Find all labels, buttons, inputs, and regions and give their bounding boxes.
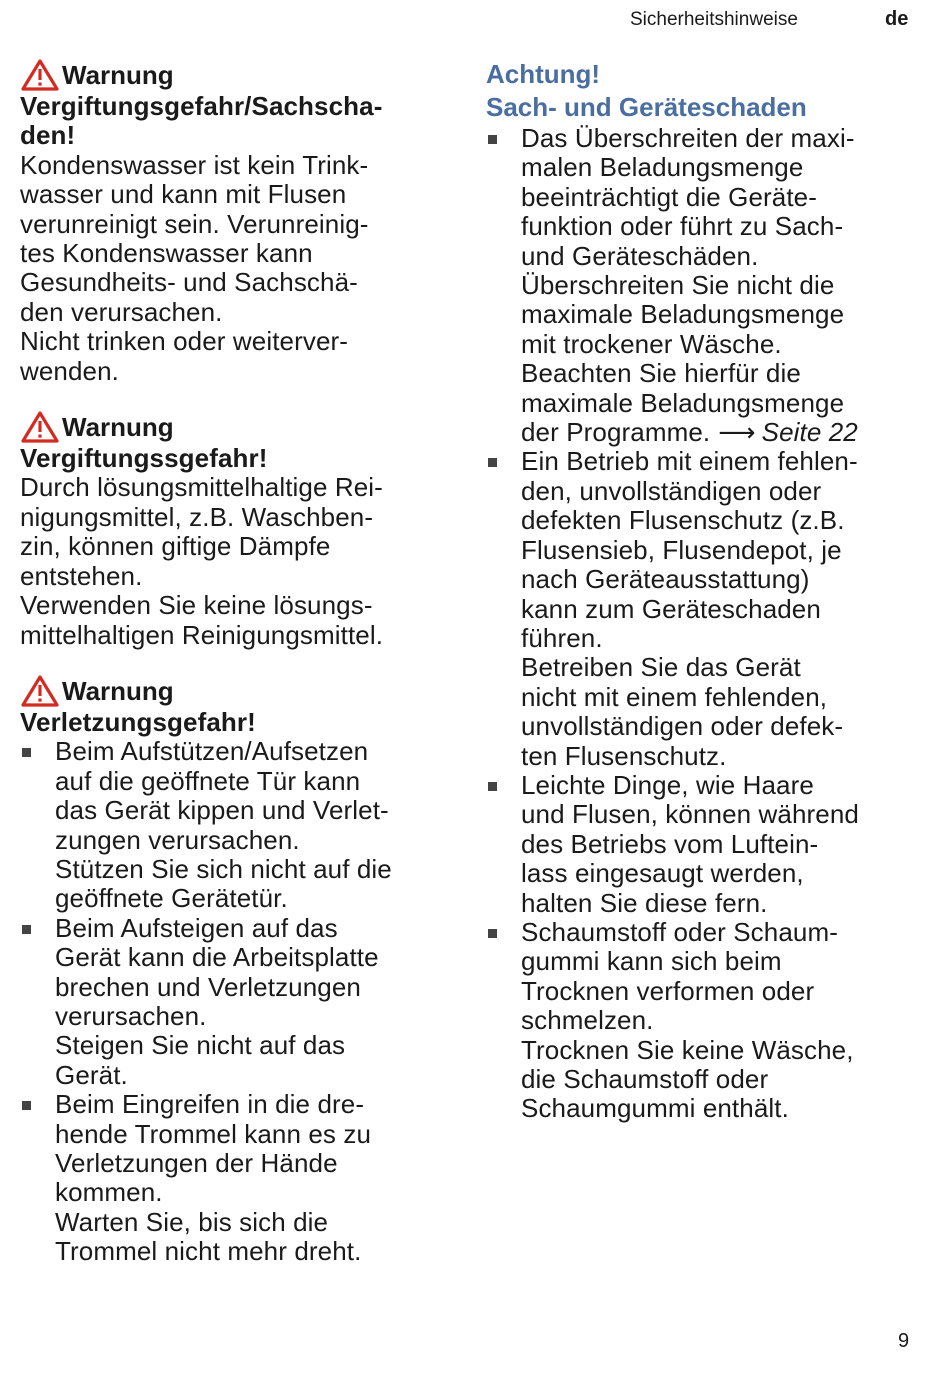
body-line: mittelhaltigen Reinigungsmittel.	[20, 619, 384, 650]
body-line: geöffnete Gerätetür.	[55, 883, 288, 914]
body-line: und Flusen, können während	[521, 799, 859, 830]
body-line: unvollständigen oder defek-	[521, 711, 844, 742]
body-line: Steigen Sie nicht auf das	[55, 1030, 346, 1061]
body-line: ten Flusenschutz.	[521, 740, 727, 771]
body-line: Verwenden Sie keine lösungs-	[20, 590, 373, 621]
warning-label: Warnung	[62, 675, 174, 706]
body-line: kommen.	[55, 1177, 163, 1208]
square-bullet-icon	[22, 748, 31, 757]
list-item	[486, 447, 926, 770]
body-line: Leichte Dinge, wie Haare	[521, 769, 814, 800]
body-line: Trocknen Sie keine Wäsche,	[521, 1034, 854, 1065]
warning-heading	[20, 674, 450, 708]
warning-heading	[20, 58, 450, 92]
warning-triangle-icon	[20, 58, 60, 92]
body-line: führen.	[521, 622, 603, 653]
arrow-right-icon: ⟶	[718, 417, 756, 448]
body-line: Gerät.	[55, 1059, 128, 1090]
square-bullet-icon	[22, 1101, 31, 1110]
warning-block-poisoning-damage	[20, 58, 450, 386]
body-line: Trommel nicht mehr dreht.	[55, 1236, 362, 1267]
body-line: halten Sie diese fern.	[521, 887, 768, 918]
warning-block-poisoning	[20, 410, 450, 650]
square-bullet-icon	[488, 458, 497, 467]
body-line: Kondenswasser ist kein Trink-	[20, 149, 369, 180]
left-column	[20, 58, 450, 1267]
warning-title: Vergiftungssgefahr!	[20, 443, 268, 474]
list-item	[20, 1090, 450, 1266]
body-line: Beim Aufstützen/Aufsetzen	[55, 736, 369, 767]
body-line: Durch lösungsmittelhaltige Rei-	[20, 472, 383, 503]
body-line: Nicht trinken oder weiterver-	[20, 326, 349, 357]
body-line: lass eingesaugt werden,	[521, 858, 804, 889]
warning-title: Vergiftungsgefahr/Sachscha-	[20, 91, 383, 121]
body-line: funktion oder führt zu Sach-	[521, 211, 844, 242]
body-line: Warten Sie, bis sich die	[55, 1206, 329, 1237]
square-bullet-icon	[488, 782, 497, 791]
body-line: Verletzungen der Hände	[55, 1148, 338, 1178]
list-item	[20, 914, 450, 1090]
body-line: beeinträchtigt die Geräte-	[521, 181, 817, 212]
warning-heading	[20, 410, 450, 444]
warning-title: Verletzungsgefahr!	[20, 706, 256, 737]
body-line: malen Beladungsmenge	[521, 152, 804, 183]
square-bullet-icon	[488, 135, 497, 144]
body-line: Schaumgummi enthält.	[521, 1093, 789, 1124]
body-line: Trocknen verformen oder	[521, 975, 815, 1006]
body-line: tes Kondenswasser kann	[20, 238, 313, 269]
header-section-title: Sicherheitshinweise	[630, 9, 798, 30]
square-bullet-icon	[22, 925, 31, 934]
body-line: Das Überschreiten der maxi-	[521, 123, 855, 153]
body-line: Betreiben Sie das Gerät	[521, 652, 801, 683]
warning-label: Warnung	[62, 60, 174, 90]
body-line: zin, können giftige Dämpfe	[20, 531, 331, 562]
body-line: nicht mit einem fehlenden,	[521, 681, 828, 712]
body-line: Schaumstoff oder Schaum-	[521, 916, 838, 947]
caution-heading: Achtung!	[486, 59, 601, 89]
body-line: maximale Beladungsmenge	[521, 387, 845, 418]
list-item	[20, 737, 450, 913]
body-line	[521, 418, 926, 447]
body-line: kann zum Geräteschaden	[521, 593, 821, 624]
body-line: Ein Betrieb mit einem fehlen-	[521, 446, 858, 477]
body-line: Flusensieb, Flusendepot, je	[521, 534, 842, 565]
square-bullet-icon	[488, 929, 497, 938]
body-line: verursachen.	[55, 1000, 207, 1031]
body-line: Beim Aufsteigen auf das	[55, 912, 338, 943]
page-number: 9	[898, 1330, 910, 1352]
header-language: de	[885, 8, 909, 30]
list-item	[486, 771, 926, 918]
body-line: hende Trommel kann es zu	[55, 1118, 372, 1149]
body-text: der Programme.	[521, 417, 711, 448]
body-line: die Schaumstoff oder	[521, 1064, 769, 1094]
body-line: wenden.	[20, 355, 119, 386]
page-reference-link[interactable]: Seite 22	[761, 417, 858, 448]
body-line: den verursachen.	[20, 296, 223, 327]
body-line: Gerät kann die Arbeitsplatte	[55, 942, 379, 973]
body-line: Beim Eingreifen in die dre-	[55, 1089, 365, 1120]
caution-subheading: Sach- und Geräteschaden	[486, 92, 807, 122]
body-line: den, unvollständigen oder	[521, 475, 822, 506]
body-line: das Gerät kippen und Verlet-	[55, 795, 389, 826]
body-line: wasser und kann mit Flusen	[20, 179, 347, 210]
warning-triangle-icon	[20, 674, 60, 708]
warning-triangle-icon	[20, 410, 60, 444]
body-line: Beachten Sie hierfür die	[521, 358, 801, 389]
body-line: entstehen.	[20, 560, 143, 591]
body-line: Stützen Sie sich nicht auf die	[55, 853, 392, 884]
warning-title: den!	[20, 120, 76, 151]
body-line: Gesundheits- und Sachschä-	[20, 267, 358, 298]
warning-block-injury	[20, 674, 450, 1267]
list-item	[486, 124, 926, 447]
body-line: gummi kann sich beim	[521, 946, 782, 977]
body-line: brechen und Verletzungen	[55, 971, 361, 1002]
body-line: zungen verursachen.	[55, 824, 300, 855]
body-line: und Geräteschäden.	[521, 240, 759, 271]
body-line: verunreinigt sein. Verunreinig-	[20, 208, 369, 239]
warning-label: Warnung	[62, 412, 174, 443]
body-line: nigungsmittel, z.B. Waschben-	[20, 501, 374, 532]
body-line: defekten Flusenschutz (z.B.	[521, 505, 845, 536]
body-line: schmelzen.	[521, 1005, 654, 1036]
list-item	[486, 918, 926, 1124]
body-line: nach Geräteausstattung)	[521, 564, 810, 595]
body-line: maximale Beladungsmenge	[521, 299, 845, 330]
body-line: auf die geöffnete Tür kann	[55, 765, 361, 796]
body-line: Überschreiten Sie nicht die	[521, 270, 835, 301]
right-column	[486, 58, 926, 1124]
body-line: des Betriebs vom Luftein-	[521, 828, 819, 859]
body-line: mit trockener Wäsche.	[521, 328, 782, 359]
